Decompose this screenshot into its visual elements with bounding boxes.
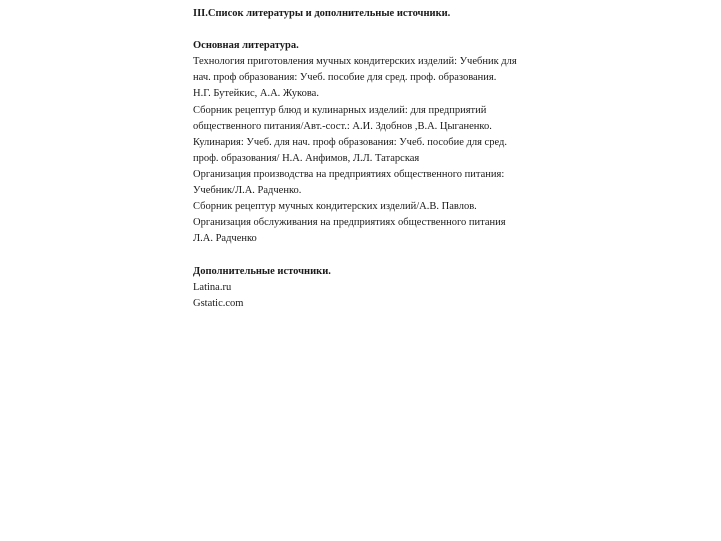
main-literature-line: нач. проф образования: Учеб. пособие для сред. проф. образования. [193,72,497,84]
spacer [193,22,553,38]
main-literature-heading: Основная литература. [193,40,299,52]
main-literature-line: Кулинария: Учеб. для нач. проф образования: Учеб. пособие для сред. [193,136,507,148]
main-literature-line: Сборник рецептур блюд и кулинарных изделий: для предприятий [193,104,487,116]
main-literature-line: Н.Г. Бутейкис, А.А. Жукова. [193,88,319,100]
main-literature-line: Л.А. Радченко [193,233,257,245]
main-literature-line: Сборник рецептур мучных кондитерских изделий/А.В. Павлов. [193,201,477,213]
main-literature-line: Организация производства на предприятиях общественного питания: [193,168,505,180]
spacer [193,247,553,263]
extra-sources-heading: Дополнительные источники. [193,265,331,277]
bibliography-document [193,6,553,312]
extra-source-line: Latina.ru [193,281,232,293]
main-literature-line: Учебник/Л.А. Радченко. [193,185,302,197]
main-literature-line: Организация обслуживания на предприятиях общественного питания [193,217,506,229]
document-title: III.Список литературы и дополнительные источники. [193,8,451,19]
main-literature-line: проф. образования/ Н.А. Анфимов, Л.Л. Татарская [193,152,420,164]
extra-source-line: Gstatic.com [193,297,244,309]
main-literature-line: общественного питания/Авт.-сост.: А.И. Здобнов ,В.А. Цыганенко. [193,120,492,132]
main-literature-line: Технология приготовления мучных кондитерских изделий: Учебник для [193,56,517,68]
